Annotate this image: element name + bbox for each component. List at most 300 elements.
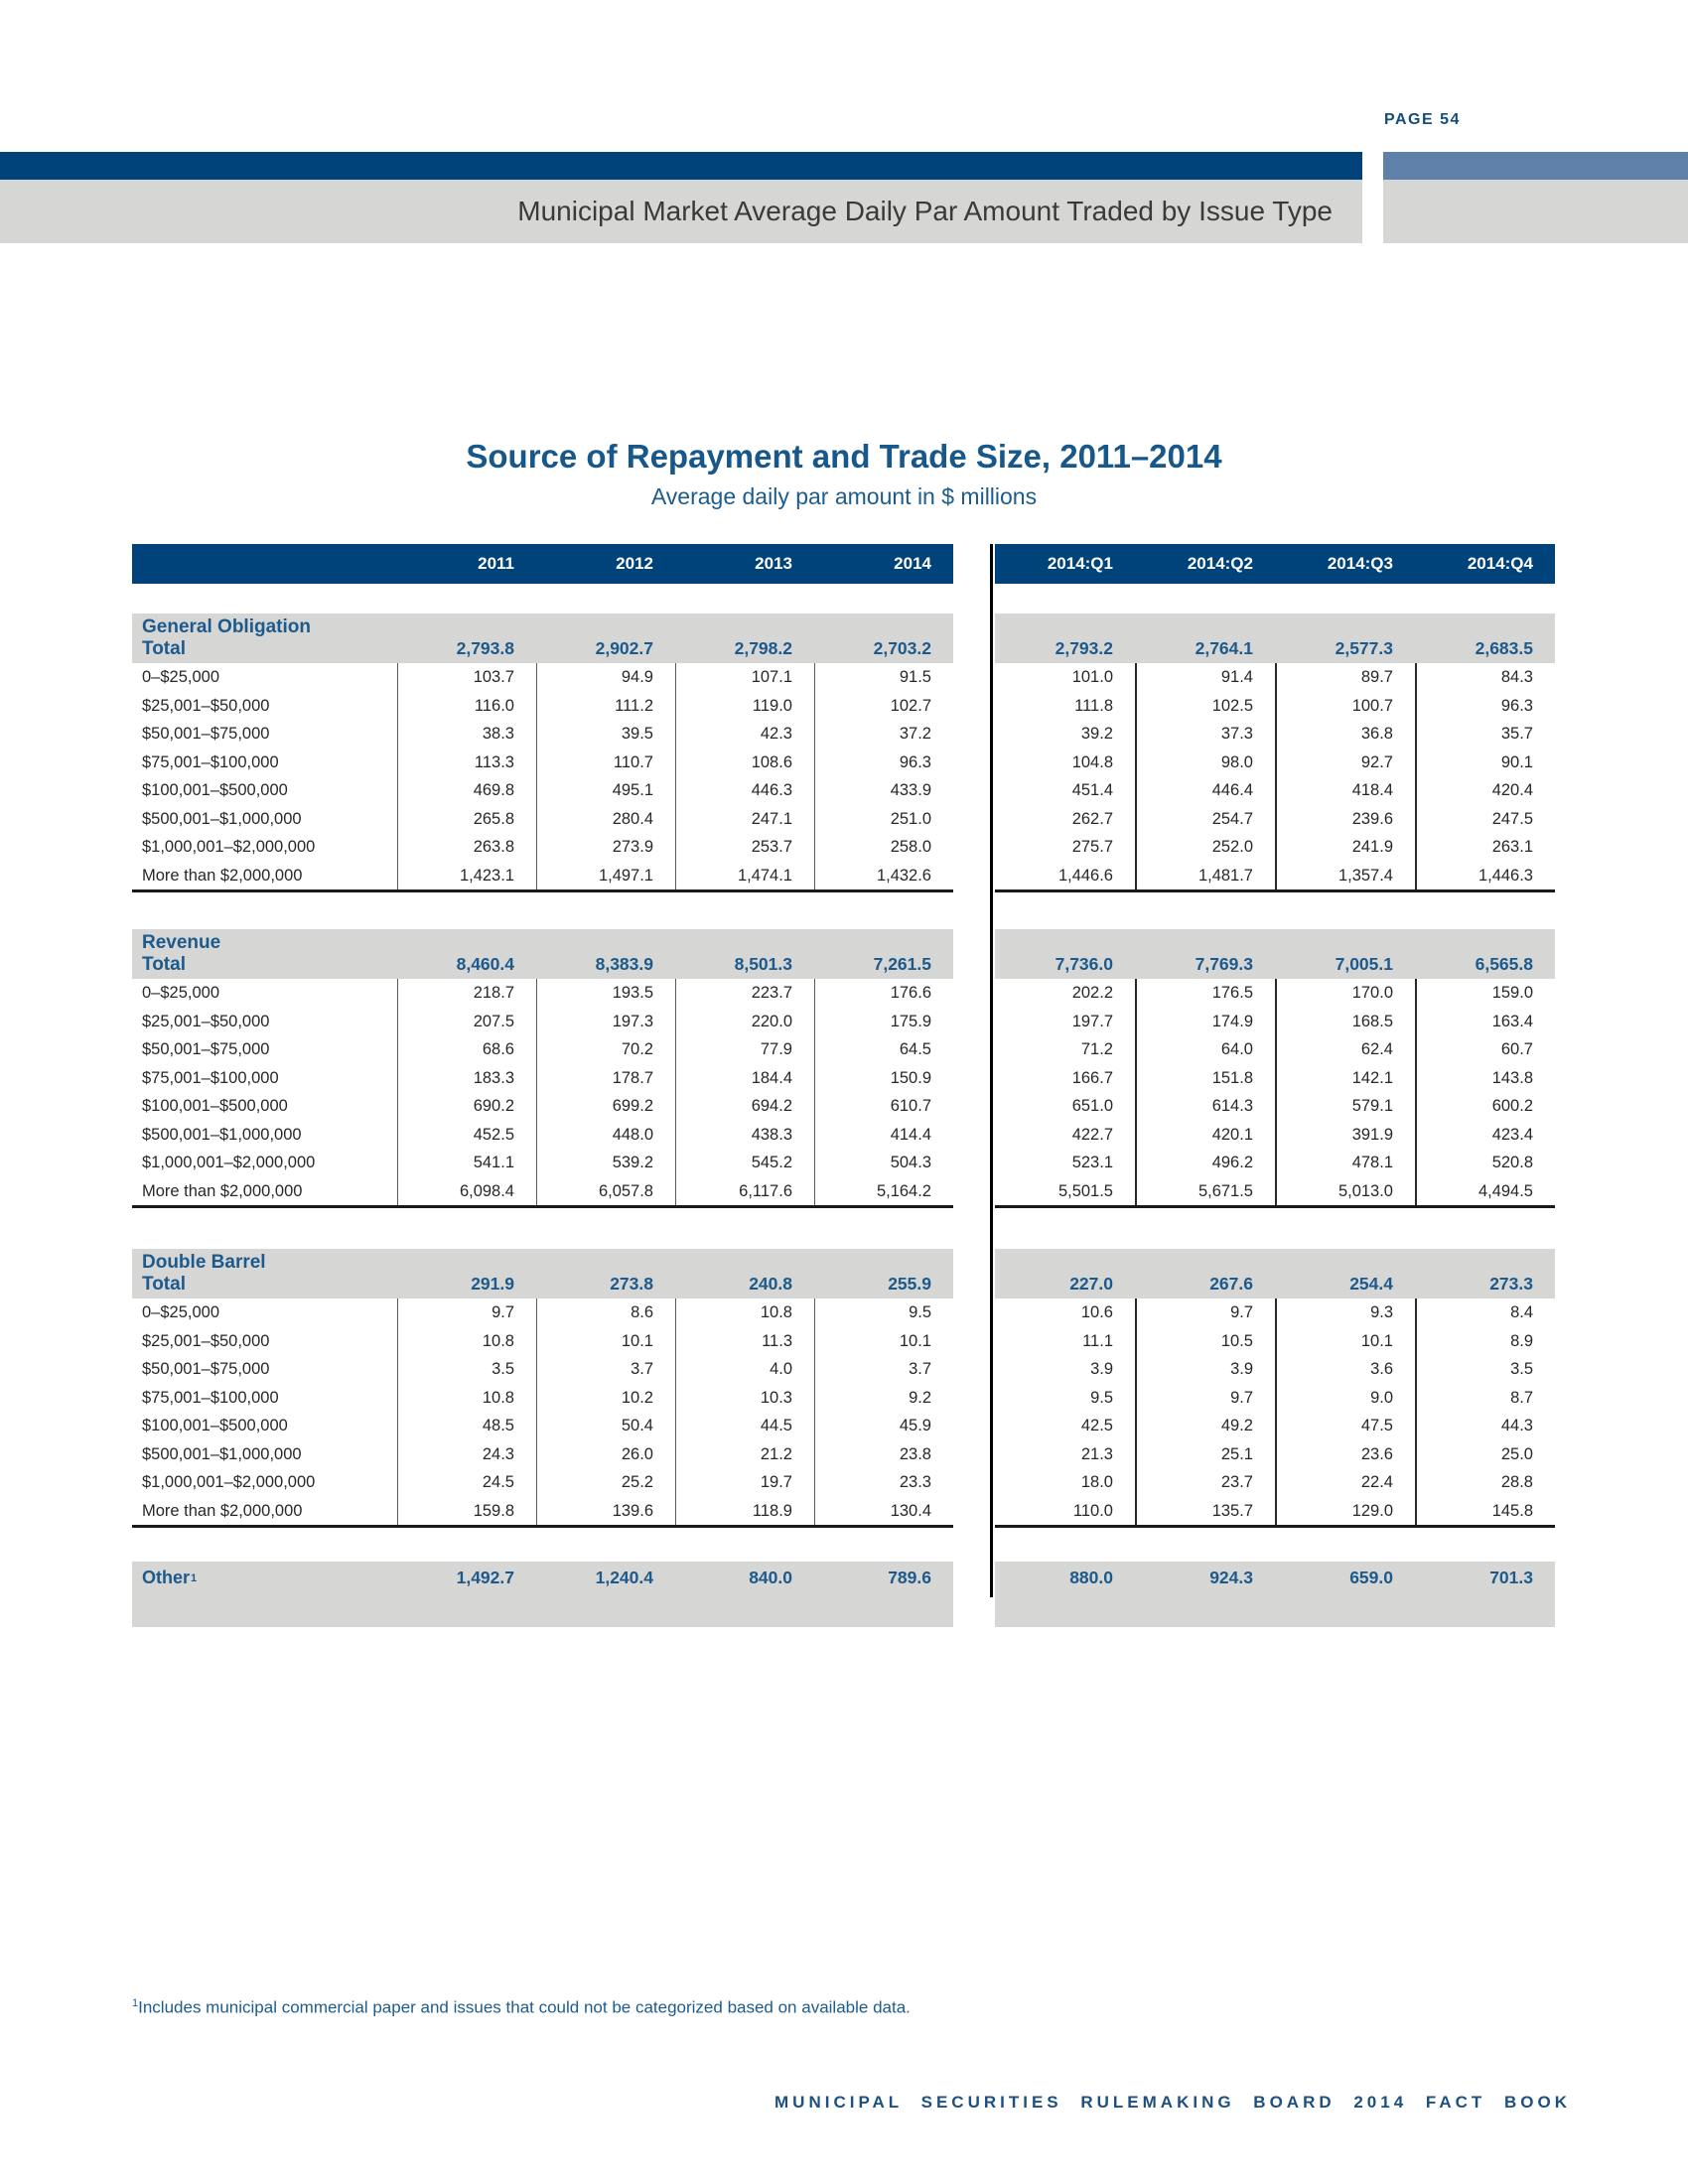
row-label: $500,001–$1,000,000 <box>142 1444 302 1463</box>
cell-value-quarter: 446.4 <box>1135 776 1275 805</box>
cell-value-year: 699.2 <box>536 1092 675 1121</box>
footnote-text: Includes municipal commercial paper and issues that could not be categorized based on available data. <box>138 1997 911 2017</box>
other-label <box>132 1562 397 1594</box>
cell-value-year: 3.7 <box>814 1355 953 1384</box>
cell-value-quarter: 10.6 <box>1080 1303 1113 1321</box>
cell-value-year: 64.5 <box>814 1035 953 1064</box>
cell-value-year: 10.8 <box>397 1327 536 1356</box>
total-value-quarter: 254.4 <box>1275 1249 1415 1298</box>
cell-value-year: 38.3 <box>397 720 536 749</box>
cell-value-quarter: 418.4 <box>1275 776 1415 805</box>
cell-value-quarter: 71.2 <box>1080 1040 1113 1058</box>
section <box>132 614 1555 892</box>
total-value-year: 8,501.3 <box>675 929 814 979</box>
cell-value-quarter: 90.1 <box>1415 749 1555 777</box>
cell-value-quarter: 151.8 <box>1135 1064 1275 1093</box>
section-band <box>132 929 1555 979</box>
header-spacer <box>132 544 397 584</box>
cell-value-quarter: 36.8 <box>1275 720 1415 749</box>
table-row <box>132 1008 1555 1036</box>
total-value-year: 291.9 <box>397 1249 536 1298</box>
cell-value-quarter: 9.3 <box>1275 1298 1415 1327</box>
cell-value-year: 253.7 <box>675 833 814 862</box>
cell-value-quarter: 9.5 <box>1090 1388 1113 1407</box>
cell-value-year: 6,057.8 <box>536 1177 675 1206</box>
cell-value-quarter: 44.3 <box>1415 1412 1555 1440</box>
row-gap <box>953 833 995 862</box>
row-label: $75,001–$100,000 <box>142 1068 279 1087</box>
row-label: $100,001–$500,000 <box>142 1097 288 1115</box>
total-value-year: 8,383.9 <box>536 929 675 979</box>
cell-value-year: 25.2 <box>536 1468 675 1497</box>
cell-value-year: 452.5 <box>397 1121 536 1150</box>
cell-value-quarter: 28.8 <box>1415 1468 1555 1497</box>
other-value-quarter: 659.0 <box>1275 1562 1415 1594</box>
cell-value-quarter: 263.1 <box>1415 833 1555 862</box>
row-gap <box>953 979 995 1008</box>
section-band <box>132 1249 1555 1298</box>
cell-value-quarter: 84.3 <box>1415 663 1555 692</box>
other-value-year: 840.0 <box>675 1562 814 1594</box>
cell-value-year: 9.7 <box>397 1298 536 1327</box>
cell-value-year: 10.3 <box>675 1384 814 1413</box>
year-column-header: 2014 <box>814 544 953 584</box>
table-row <box>132 1440 1555 1469</box>
cell-value-quarter: 262.7 <box>1071 809 1113 828</box>
cell-value-quarter: 5,671.5 <box>1135 1177 1275 1206</box>
cell-value-year: 118.9 <box>675 1497 814 1526</box>
row-gap <box>953 862 995 890</box>
cell-value-quarter: 1,446.3 <box>1415 862 1555 890</box>
cell-value-quarter: 37.3 <box>1135 720 1275 749</box>
cell-value-year: 8.6 <box>536 1298 675 1327</box>
table-row <box>132 663 1555 692</box>
table-subtitle: Average daily par amount in $ millions <box>650 483 1038 509</box>
table-title: Source of Repayment and Trade Size, 2011–2014 <box>466 438 1222 475</box>
section-rule-right <box>995 889 1555 892</box>
table-row <box>132 1064 1555 1093</box>
cell-value-quarter: 91.4 <box>1135 663 1275 692</box>
cell-value-quarter: 520.8 <box>1415 1149 1555 1177</box>
banner-gray-block <box>1383 180 1688 243</box>
cell-value-quarter: 451.4 <box>1071 781 1113 799</box>
table-row <box>132 1327 1555 1356</box>
cell-value-year: 107.1 <box>675 663 814 692</box>
table-row <box>132 862 1555 890</box>
quarter-column-header: 2014:Q1 <box>995 544 1135 584</box>
cell-value-quarter: 89.7 <box>1275 663 1415 692</box>
cell-value-quarter: 176.5 <box>1135 979 1275 1008</box>
cell-value-year: 5,164.2 <box>814 1177 953 1206</box>
cell-value-quarter: 110.0 <box>1072 1501 1113 1520</box>
row-label: $1,000,001–$2,000,000 <box>142 1154 316 1171</box>
row-label: $1,000,001–$2,000,000 <box>142 1473 316 1491</box>
cell-value-quarter: 478.1 <box>1275 1149 1415 1177</box>
total-value-year: 7,261.5 <box>814 929 953 979</box>
cell-value-quarter: 420.1 <box>1135 1121 1275 1150</box>
cell-value-year: 258.0 <box>814 833 953 862</box>
cell-value-quarter: 600.2 <box>1415 1092 1555 1121</box>
row-label: $1,000,001–$2,000,000 <box>142 838 316 856</box>
section-name: Revenue <box>142 932 221 953</box>
total-label: Total <box>142 1274 186 1295</box>
section-rule-right <box>995 1525 1555 1528</box>
cell-value-quarter: 423.4 <box>1415 1121 1555 1150</box>
table-row <box>132 1298 1555 1327</box>
cell-value-quarter: 49.2 <box>1135 1412 1275 1440</box>
cell-value-quarter: 25.1 <box>1135 1440 1275 1469</box>
cell-value-quarter: 111.8 <box>1074 696 1113 715</box>
row-label: $50,001–$75,000 <box>142 725 270 743</box>
section-label <box>132 614 397 663</box>
cell-value-quarter: 1,446.6 <box>1057 866 1113 885</box>
row-gap <box>953 1298 995 1327</box>
section-rule <box>132 1525 1555 1528</box>
cell-value-quarter: 10.5 <box>1135 1327 1275 1356</box>
cell-value-quarter: 98.0 <box>1135 749 1275 777</box>
cell-value-quarter: 275.7 <box>1071 838 1113 856</box>
cell-value-year: 159.8 <box>397 1497 536 1526</box>
cell-value-year: 183.3 <box>397 1064 536 1093</box>
row-gap <box>953 1355 995 1384</box>
cell-value-year: 220.0 <box>675 1008 814 1036</box>
cell-value-year: 96.3 <box>814 749 953 777</box>
row-gap <box>953 1384 995 1413</box>
page-number: PAGE 54 <box>1384 111 1461 128</box>
total-value-year: 2,902.7 <box>536 614 675 663</box>
cell-value-year: 9.5 <box>814 1298 953 1327</box>
cell-value-quarter: 168.5 <box>1275 1008 1415 1036</box>
total-value-quarter: 2,764.1 <box>1135 614 1275 663</box>
cell-value-year: 48.5 <box>397 1412 536 1440</box>
cell-value-quarter: 23.7 <box>1135 1468 1275 1497</box>
total-value-quarter: 2,577.3 <box>1275 614 1415 663</box>
section-rule-left <box>132 1525 953 1528</box>
header-gap <box>953 544 995 584</box>
cell-value-quarter: 422.7 <box>1071 1125 1113 1144</box>
year-quarter-divider-line <box>990 544 993 1597</box>
other-label-text: Other <box>142 1568 191 1587</box>
cell-value-quarter: 35.7 <box>1415 720 1555 749</box>
cell-value-quarter: 1,481.7 <box>1135 862 1275 890</box>
section <box>132 929 1555 1208</box>
cell-value-year: 176.6 <box>814 979 953 1008</box>
cell-value-quarter: 5,501.5 <box>1057 1181 1113 1200</box>
band-gap <box>953 1249 995 1298</box>
row-label: $25,001–$50,000 <box>142 696 270 715</box>
table-row <box>132 692 1555 721</box>
cell-value-year: 446.3 <box>675 776 814 805</box>
cell-value-quarter: 4,494.5 <box>1415 1177 1555 1206</box>
cell-value-quarter: 11.1 <box>1082 1331 1113 1350</box>
row-gap <box>953 720 995 749</box>
cell-value-quarter: 100.7 <box>1275 692 1415 721</box>
section-name: Double Barrel <box>142 1252 266 1273</box>
cell-value-year: 197.3 <box>536 1008 675 1036</box>
quarter-column-header: 2014:Q2 <box>1135 544 1275 584</box>
table-row <box>132 1092 1555 1121</box>
cell-value-year: 3.7 <box>536 1355 675 1384</box>
cell-value-year: 108.6 <box>675 749 814 777</box>
section-rule-left <box>132 1205 953 1208</box>
cell-value-quarter: 3.6 <box>1275 1355 1415 1384</box>
cell-value-year: 178.7 <box>536 1064 675 1093</box>
cell-value-year: 4.0 <box>675 1355 814 1384</box>
row-gap <box>953 1008 995 1036</box>
cell-value-year: 21.2 <box>675 1440 814 1469</box>
cell-value-quarter: 8.9 <box>1415 1327 1555 1356</box>
band-gap <box>953 614 995 663</box>
cell-value-quarter: 254.7 <box>1135 805 1275 834</box>
cell-value-quarter: 25.0 <box>1415 1440 1555 1469</box>
other-rule <box>132 1594 1555 1627</box>
cell-value-year: 39.5 <box>536 720 675 749</box>
year-column-header: 2013 <box>675 544 814 584</box>
cell-value-quarter: 496.2 <box>1135 1149 1275 1177</box>
total-value-quarter: 7,769.3 <box>1135 929 1275 979</box>
cell-value-quarter: 239.6 <box>1275 805 1415 834</box>
total-value-year: 240.8 <box>675 1249 814 1298</box>
table-row <box>132 1497 1555 1526</box>
cell-value-year: 150.9 <box>814 1064 953 1093</box>
cell-value-year: 545.2 <box>675 1149 814 1177</box>
row-label: $50,001–$75,000 <box>142 1040 270 1058</box>
cell-value-year: 175.9 <box>814 1008 953 1036</box>
row-gap <box>953 1440 995 1469</box>
cell-value-year: 130.4 <box>814 1497 953 1526</box>
other-row <box>132 1562 1555 1627</box>
section-band <box>132 614 1555 663</box>
row-label: $100,001–$500,000 <box>142 1417 288 1434</box>
cell-value-year: 42.3 <box>675 720 814 749</box>
cell-value-quarter: 3.5 <box>1415 1355 1555 1384</box>
row-label: 0–$25,000 <box>142 984 219 1002</box>
banner-title: Municipal Market Average Daily Par Amount Traded by Issue Type <box>0 180 1362 243</box>
cell-value-year: 438.3 <box>675 1121 814 1150</box>
table-row <box>132 833 1555 862</box>
cell-value-year: 19.7 <box>675 1468 814 1497</box>
cell-value-year: 223.7 <box>675 979 814 1008</box>
total-value-quarter: 7,736.0 <box>995 929 1135 979</box>
table-row <box>132 1384 1555 1413</box>
cell-value-year: 23.3 <box>814 1468 953 1497</box>
row-gap <box>953 1149 995 1177</box>
cell-value-quarter: 651.0 <box>1071 1097 1113 1115</box>
cell-value-year: 24.3 <box>397 1440 536 1469</box>
total-value-quarter: 2,793.2 <box>995 614 1135 663</box>
row-label: $100,001–$500,000 <box>142 781 288 799</box>
cell-value-quarter: 252.0 <box>1135 833 1275 862</box>
cell-value-year: 690.2 <box>397 1092 536 1121</box>
cell-value-year: 273.9 <box>536 833 675 862</box>
total-value-year: 273.8 <box>536 1249 675 1298</box>
row-label: More than $2,000,000 <box>142 866 303 885</box>
other-rule-left <box>132 1594 953 1627</box>
other-rule-right <box>995 1594 1555 1627</box>
cell-value-quarter: 10.1 <box>1275 1327 1415 1356</box>
section-rule-right <box>995 1205 1555 1208</box>
cell-value-year: 50.4 <box>536 1412 675 1440</box>
cell-value-year: 26.0 <box>536 1440 675 1469</box>
cell-value-year: 113.3 <box>397 749 536 777</box>
cell-value-year: 280.4 <box>536 805 675 834</box>
table-row <box>132 776 1555 805</box>
cell-value-quarter: 3.9 <box>1135 1355 1275 1384</box>
cell-value-year: 37.2 <box>814 720 953 749</box>
cell-value-quarter: 159.0 <box>1415 979 1555 1008</box>
cell-value-year: 10.1 <box>814 1327 953 1356</box>
section-label <box>132 929 397 979</box>
cell-value-year: 1,432.6 <box>814 862 953 890</box>
cell-value-year: 110.7 <box>536 749 675 777</box>
cell-value-year: 10.1 <box>536 1327 675 1356</box>
table-row <box>132 1149 1555 1177</box>
year-column-header: 2012 <box>536 544 675 584</box>
cell-value-year: 3.5 <box>397 1355 536 1384</box>
footnote <box>132 1997 911 2018</box>
row-label: $500,001–$1,000,000 <box>142 809 302 828</box>
year-column-header: 2011 <box>397 544 536 584</box>
row-label: 0–$25,000 <box>142 1303 219 1321</box>
cell-value-quarter: 9.7 <box>1135 1384 1275 1413</box>
cell-value-quarter: 241.9 <box>1275 833 1415 862</box>
cell-value-year: 116.0 <box>397 692 536 721</box>
cell-value-year: 6,098.4 <box>397 1177 536 1206</box>
table-header-row <box>132 544 1555 584</box>
row-gap <box>953 776 995 805</box>
cell-value-quarter: 104.8 <box>1071 752 1113 771</box>
cell-value-year: 694.2 <box>675 1092 814 1121</box>
cell-value-year: 433.9 <box>814 776 953 805</box>
cell-value-quarter: 3.9 <box>1090 1360 1113 1378</box>
row-gap <box>953 663 995 692</box>
section-rule <box>132 1205 1555 1208</box>
row-label: 0–$25,000 <box>142 668 219 686</box>
cell-value-year: 68.6 <box>397 1035 536 1064</box>
cell-value-year: 91.5 <box>814 663 953 692</box>
footnote-superscript: 1 <box>132 1997 139 2009</box>
row-gap <box>953 1497 995 1526</box>
cell-value-quarter: 135.7 <box>1135 1497 1275 1526</box>
row-gap <box>953 1064 995 1093</box>
section-rule <box>132 889 1555 892</box>
cell-value-year: 184.4 <box>675 1064 814 1093</box>
total-value-quarter: 6,565.8 <box>1415 929 1555 979</box>
cell-value-quarter: 523.1 <box>1071 1154 1113 1171</box>
row-gap <box>953 805 995 834</box>
cell-value-year: 10.2 <box>536 1384 675 1413</box>
row-gap <box>953 1327 995 1356</box>
cell-value-year: 207.5 <box>397 1008 536 1036</box>
cell-value-quarter: 18.0 <box>1080 1473 1113 1491</box>
cell-value-year: 102.7 <box>814 692 953 721</box>
quarter-column-header: 2014:Q4 <box>1415 544 1555 584</box>
other-gap <box>953 1562 995 1594</box>
row-gap <box>953 1468 995 1497</box>
band-gap <box>953 929 995 979</box>
total-label: Total <box>142 638 186 659</box>
table-row <box>132 1355 1555 1384</box>
total-value-year: 2,703.2 <box>814 614 953 663</box>
cell-value-quarter: 197.7 <box>1071 1012 1113 1030</box>
row-gap <box>953 749 995 777</box>
cell-value-year: 6,117.6 <box>675 1177 814 1206</box>
cell-value-year: 247.1 <box>675 805 814 834</box>
cell-value-year: 193.5 <box>536 979 675 1008</box>
cell-value-year: 70.2 <box>536 1035 675 1064</box>
cell-value-year: 539.2 <box>536 1149 675 1177</box>
table-row <box>132 749 1555 777</box>
total-value-quarter: 7,005.1 <box>1275 929 1415 979</box>
cell-value-year: 94.9 <box>536 663 675 692</box>
cell-value-quarter: 174.9 <box>1135 1008 1275 1036</box>
cell-value-quarter: 166.7 <box>1071 1068 1113 1087</box>
table-row <box>132 720 1555 749</box>
cell-value-quarter: 22.4 <box>1275 1468 1415 1497</box>
row-label: $25,001–$50,000 <box>142 1331 270 1350</box>
cell-value-year: 495.1 <box>536 776 675 805</box>
cell-value-quarter: 8.4 <box>1415 1298 1555 1327</box>
cell-value-year: 1,497.1 <box>536 862 675 890</box>
table-row <box>132 805 1555 834</box>
cell-value-year: 45.9 <box>814 1412 953 1440</box>
row-label: $75,001–$100,000 <box>142 1388 279 1407</box>
cell-value-year: 251.0 <box>814 805 953 834</box>
cell-value-year: 610.7 <box>814 1092 953 1121</box>
cell-value-year: 44.5 <box>675 1412 814 1440</box>
section-rule-left <box>132 889 953 892</box>
cell-value-quarter: 129.0 <box>1275 1497 1415 1526</box>
cell-value-year: 24.5 <box>397 1468 536 1497</box>
other-value-quarter: 924.3 <box>1135 1562 1275 1594</box>
row-gap <box>953 1035 995 1064</box>
section <box>132 1249 1555 1528</box>
table-row <box>132 1121 1555 1150</box>
cell-value-quarter: 145.8 <box>1415 1497 1555 1526</box>
cell-value-year: 1,423.1 <box>397 862 536 890</box>
cell-value-quarter: 62.4 <box>1275 1035 1415 1064</box>
row-gap <box>953 1121 995 1150</box>
cell-value-quarter: 21.3 <box>1080 1444 1113 1463</box>
cell-value-year: 504.3 <box>814 1149 953 1177</box>
total-value-quarter: 2,683.5 <box>1415 614 1555 663</box>
other-superscript: 1 <box>191 1571 198 1584</box>
cell-value-year: 1,474.1 <box>675 862 814 890</box>
table-row <box>132 1177 1555 1206</box>
row-label: More than $2,000,000 <box>142 1501 303 1520</box>
cell-value-quarter: 96.3 <box>1415 692 1555 721</box>
row-label: $25,001–$50,000 <box>142 1012 270 1030</box>
cell-value-year: 10.8 <box>397 1384 536 1413</box>
cell-value-quarter: 92.7 <box>1275 749 1415 777</box>
table-row <box>132 1468 1555 1497</box>
row-label: $75,001–$100,000 <box>142 752 279 771</box>
table-row <box>132 979 1555 1008</box>
cell-value-year: 139.6 <box>536 1497 675 1526</box>
cell-value-quarter: 143.8 <box>1415 1064 1555 1093</box>
row-gap <box>953 1412 995 1440</box>
cell-value-year: 9.2 <box>814 1384 953 1413</box>
cell-value-quarter: 64.0 <box>1135 1035 1275 1064</box>
total-value-year: 2,798.2 <box>675 614 814 663</box>
total-value-year: 2,793.8 <box>397 614 536 663</box>
total-value-quarter: 267.6 <box>1135 1249 1275 1298</box>
total-value-year: 255.9 <box>814 1249 953 1298</box>
cell-value-quarter: 42.5 <box>1080 1417 1113 1434</box>
cell-value-year: 23.8 <box>814 1440 953 1469</box>
table-row <box>132 1412 1555 1440</box>
cell-value-quarter: 47.5 <box>1275 1412 1415 1440</box>
